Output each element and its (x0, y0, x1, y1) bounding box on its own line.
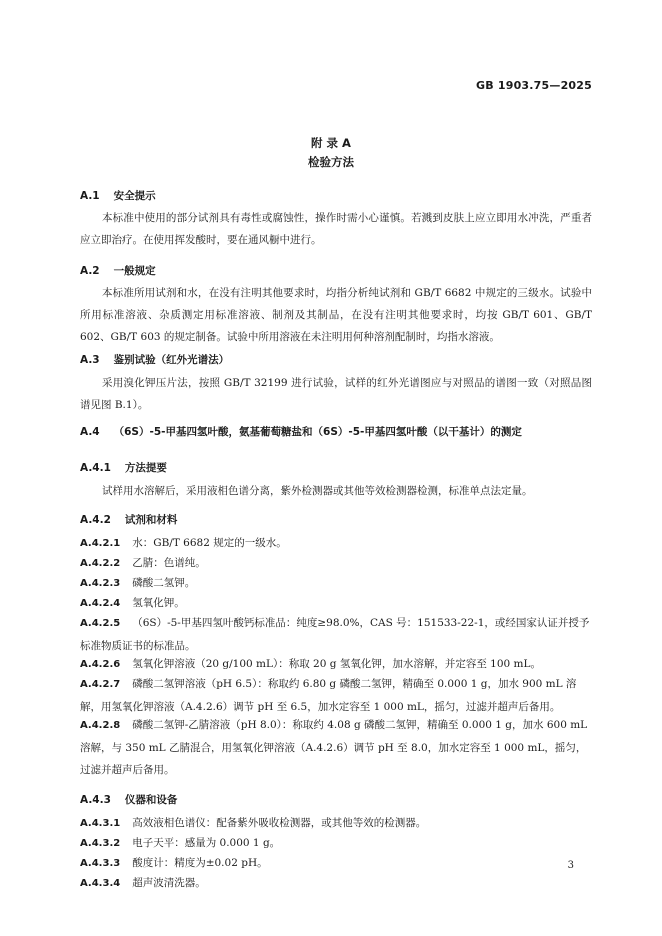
annex-label: 附 录 A (311, 136, 351, 150)
section-text-a1: 本标准中使用的部分试剂具有毒性或腐蚀性，操作时需小心谨慎。若溅到皮肤上应立即用水冲洗，严重者应立即治疗。在使用挥发酸时，要在通风橱中进行。 (80, 212, 592, 246)
list-item: A.4.2.7 磷酸二氢钾溶液（pH 6.5）：称取约 6.80 g 磷酸二氢钾，精确至 0.000 1 g，加水 900 mL 溶解，用氢氧化钾溶液（A.4.2.6）调节 pH 至 6.5，加水定容至 1 000 mL，摇匀，过滤并超声后备用。 (80, 678, 577, 713)
list-item: A.4.3.4 超声波清洗器。 (80, 877, 206, 889)
section-text-a41: 试样用水溶解后，采用液相色谱分离，紫外检测器或其他等效检测器检测，标准单点法定量。 (102, 485, 533, 497)
list-item: A.4.3.2 电子天平：感量为 0.000 1 g。 (80, 837, 281, 849)
list-item: A.4.2.4 氢氧化钾。 (80, 597, 185, 609)
section-heading-a1: A.1 安全提示 (80, 190, 156, 202)
section-heading-a4: A.4 （6S）-5-甲基四氢叶酸，氨基葡萄糖盐和（6S）-5-甲基四氢叶酸（以干基计）的测定 (80, 426, 522, 438)
section-heading-a2: A.2 一般规定 (80, 265, 156, 277)
list-item: A.4.2.2 乙腈：色谱纯。 (80, 557, 206, 569)
section-text-a3: 采用溴化钾压片法，按照 GB/T 32199 进行试验，试样的红外光谱图应与对照品的谱图一致（对照品图谱见图 B.1）。 (80, 377, 592, 411)
section-text-a2: 本标准所用试剂和水，在没有注明其他要求时，均指分析纯试剂和 GB/T 6682 中规定的三级水。试验中所用标准溶液、杂质测定用标准溶液、制剂及其制品，在没有注明其他要求时，均按 GB/T 601、GB/T 602、GB/T 603 的规定制备。试验中所用溶液在未注明用何种溶剂配制时，均指水溶液。 (80, 287, 592, 343)
list-item: A.4.2.8 磷酸二氢钾-乙腈溶液（pH 8.0）：称取约 4.08 g 磷酸二氢钾，精确至 0.000 1 g，加水 600 mL 溶解，与 350 mL 乙腈混合，用氢氧化钾溶液（A.4.2.6）调节 pH 至 8.0，加水定容至 1 000 mL，摇匀，过滤并超声后备用。 (80, 719, 588, 776)
section-heading-a3: A.3 鉴别试验（红外光谱法） (80, 354, 230, 366)
annex-heading (0, 134, 662, 172)
page-number: 3 (567, 860, 574, 871)
section-heading-a41: A.4.1 方法提要 (80, 462, 167, 474)
section-heading-a42: A.4.2 试剂和材料 (80, 514, 178, 526)
section-heading-a43: A.4.3 仪器和设备 (80, 794, 178, 806)
list-item: A.4.3.3 酸度计：精度为±0.02 pH。 (80, 857, 268, 869)
annex-title: 检验方法 (308, 155, 354, 169)
list-item: A.4.2.5 （6S）-5-甲基四氢叶酸钙标准品：纯度≥98.0%，CAS 号：151533-22-1，或经国家认证并授予标准物质证书的标准品。 (80, 617, 590, 652)
list-item: A.4.3.1 高效液相色谱仪：配备紫外吸收检测器，或其他等效的检测器。 (80, 817, 427, 829)
standard-code: GB 1903.75—2025 (476, 79, 592, 92)
list-item: A.4.2.1 水：GB/T 6682 规定的一级水。 (80, 537, 287, 549)
list-item: A.4.2.6 氢氧化钾溶液（20 g/100 mL）：称取 20 g 氢氧化钾，加水溶解，并定容至 100 mL。 (80, 658, 541, 670)
list-item: A.4.2.3 磷酸二氢钾。 (80, 577, 196, 589)
